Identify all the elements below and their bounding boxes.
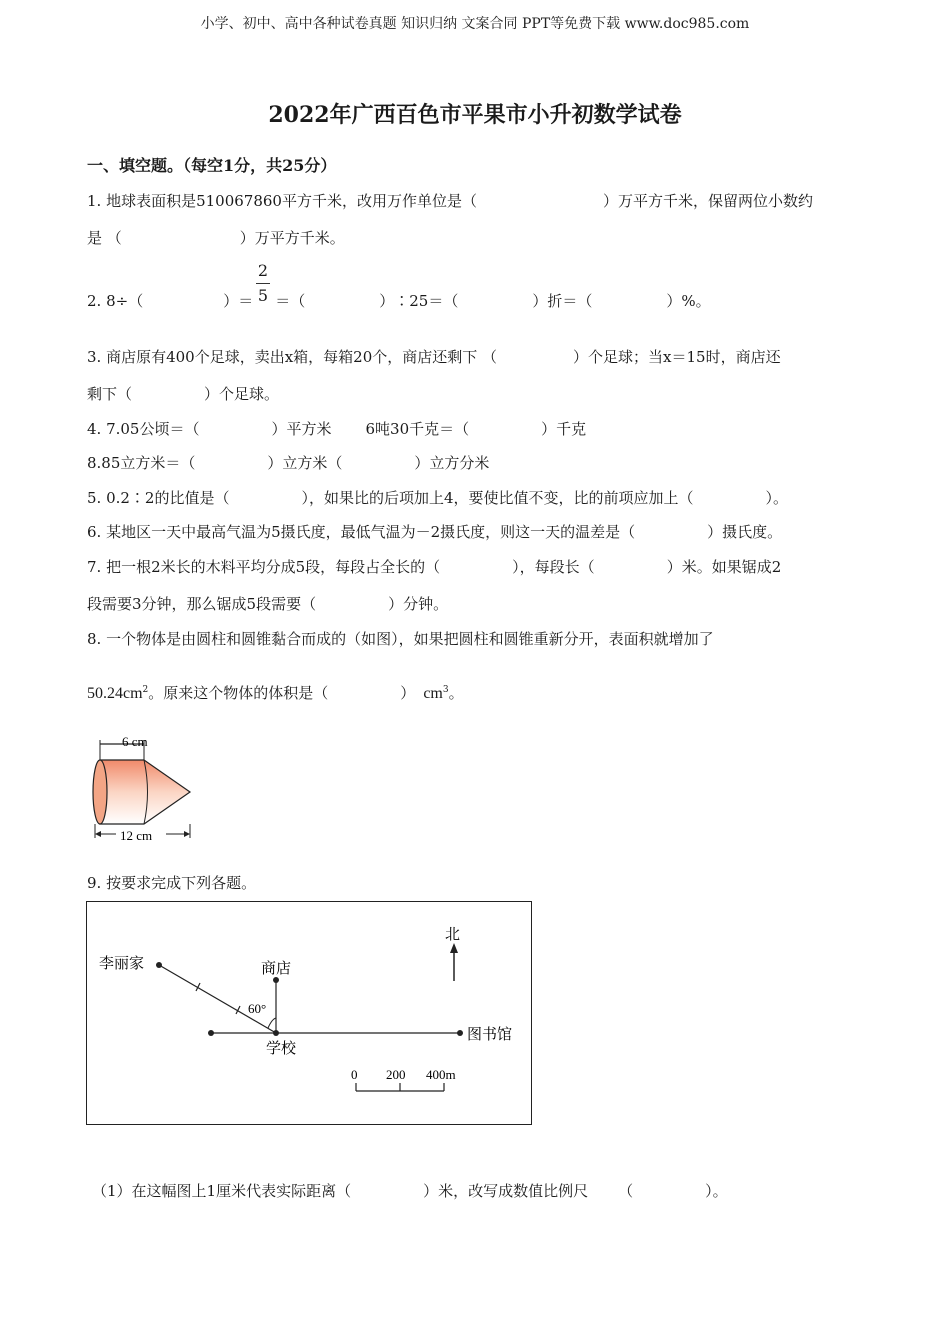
question-5 [87,487,788,508]
q8-text-d: ） [400,684,416,702]
q1-text-d: ）万平方千米。 [239,229,345,247]
q4-text-f: ）立方米（ [267,454,343,472]
school-label: 学校 [266,1039,297,1057]
q3-text-b: ）个足球；当x＝15时，商店还 [573,348,781,366]
q2-text-d: ）∶25＝（ [379,292,459,310]
q9-sub1-text-a: （1）在这幅图上1厘米代表实际距离（ [92,1182,352,1200]
q8-text-a: 8. 一个物体是由圆柱和圆锥黏合而成的（如图），如果把圆柱和圆锥重新分开，表面积就增加了 [87,630,714,648]
q2-text-b: ）＝ [223,292,254,310]
q4-text-d: ）千克 [541,420,587,438]
q8-area-value: 50.24cm [87,685,143,702]
scale-0: 0 [351,1067,358,1082]
fraction-bar [256,283,270,284]
q1-text-b: ）万平方千米，保留两位小数约 [602,192,813,210]
north-label: 北 [445,925,461,943]
q7-text-e: ）分钟。 [388,595,449,613]
question-9-sub-1 [92,1180,728,1201]
q8-volume-exponent: 3 [442,685,449,695]
q7-text-c: ）米。如果锯成2 [666,558,782,576]
q5-text-c: ）。 [765,489,789,507]
q8-text-f: 。 [448,684,464,702]
question-2 [87,290,711,311]
cylinder-cone-figure [86,732,198,844]
q5-text-b: ），如果比的后项加上4，要使比值不变，比的前项应加上（ [301,489,694,507]
q3-text-a: 3. 商店原有400个足球，卖出x箱，每箱20个，商店还剩下 （ [87,348,498,366]
home-label: 李丽家 [99,954,145,972]
q1-text-c: 是 （ [87,229,122,247]
q6-text-b: ）摄氏度。 [707,523,783,541]
q6-text-a: 6. 某地区一天中最高气温为5摄氏度，最低气温为－2摄氏度，则这一天的温差是（ [87,523,636,541]
page-title: 2022年广西百色市平果市小升初数学试卷 [268,102,682,128]
q9-sub1-text-d: ）。 [705,1182,728,1200]
map-diagram [86,901,532,1126]
section-heading: 一、填空题。（每空1分，共25分） [87,156,337,175]
question-1-line-1 [87,190,813,211]
q9-sub1-text-c: （ [618,1182,634,1200]
q2-text-e: ）折＝（ [532,292,593,310]
q2-text-c: ＝（ [275,292,306,310]
q4-text-c: 6吨30千克＝（ [365,420,470,438]
question-4-line-1 [87,418,586,439]
q7-text-b: ），每段长（ [512,558,595,576]
q3-text-c: 剩下（ [87,385,133,403]
question-1-line-2 [87,227,345,248]
scale-200: 200 [386,1067,406,1082]
fraction-numerator: 2 [257,261,269,280]
q4-text-e: 8.85立方米＝（ [87,454,196,472]
fraction-denominator: 5 [257,286,269,305]
question-7-line-1 [87,556,781,577]
q2-text-a: 2. 8÷（ [87,292,144,310]
fig-label-12cm: 12 cm [120,828,153,843]
page-header: 小学、初中、高中各种试卷真题 知识归纳 文案合同 PPT等免费下载 www.doc985.com [200,16,750,32]
question-7-line-2 [87,593,448,614]
question-8-line-1 [87,628,714,649]
scale-400m: 400m [426,1067,456,1082]
q3-text-d: ）个足球。 [204,385,280,403]
q2-text-f: ）%。 [666,292,711,310]
question-9: 9. 按要求完成下列各题。 [87,874,257,892]
q7-text-d: 段需要3分钟，那么锯成5段需要（ [87,595,317,613]
q8-text-c: 。原来这个物体的体积是（ [148,684,329,702]
fig-label-6cm: 6 cm [122,734,148,749]
library-label: 图书馆 [467,1025,513,1043]
q5-text-a: 5. 0.2∶2的比值是（ [87,489,230,507]
q4-text-a: 4. 7.05公顷＝（ [87,420,200,438]
q7-text-a: 7. 把一根2米长的木料平均分成5段，每段占全长的（ [87,558,441,576]
question-6 [87,521,782,542]
angle-label: 60° [248,1001,267,1016]
q8-volume-unit: cm [423,685,443,702]
shop-label: 商店 [261,959,292,977]
q9-sub1-text-b: ）米，改写成数值比例尺 [423,1182,589,1200]
question-3-line-1 [87,346,781,367]
question-4-line-2 [87,452,489,473]
q8-area-exponent: 2 [142,685,149,695]
q4-text-g: ）立方分米 [414,454,490,472]
question-8-line-2 [87,682,464,703]
q1-text-a: 1. 地球表面积是510067860平方千米，改用万作单位是（ [87,192,477,210]
q4-text-b: ）平方米 [271,420,332,438]
question-3-line-2 [87,383,279,404]
